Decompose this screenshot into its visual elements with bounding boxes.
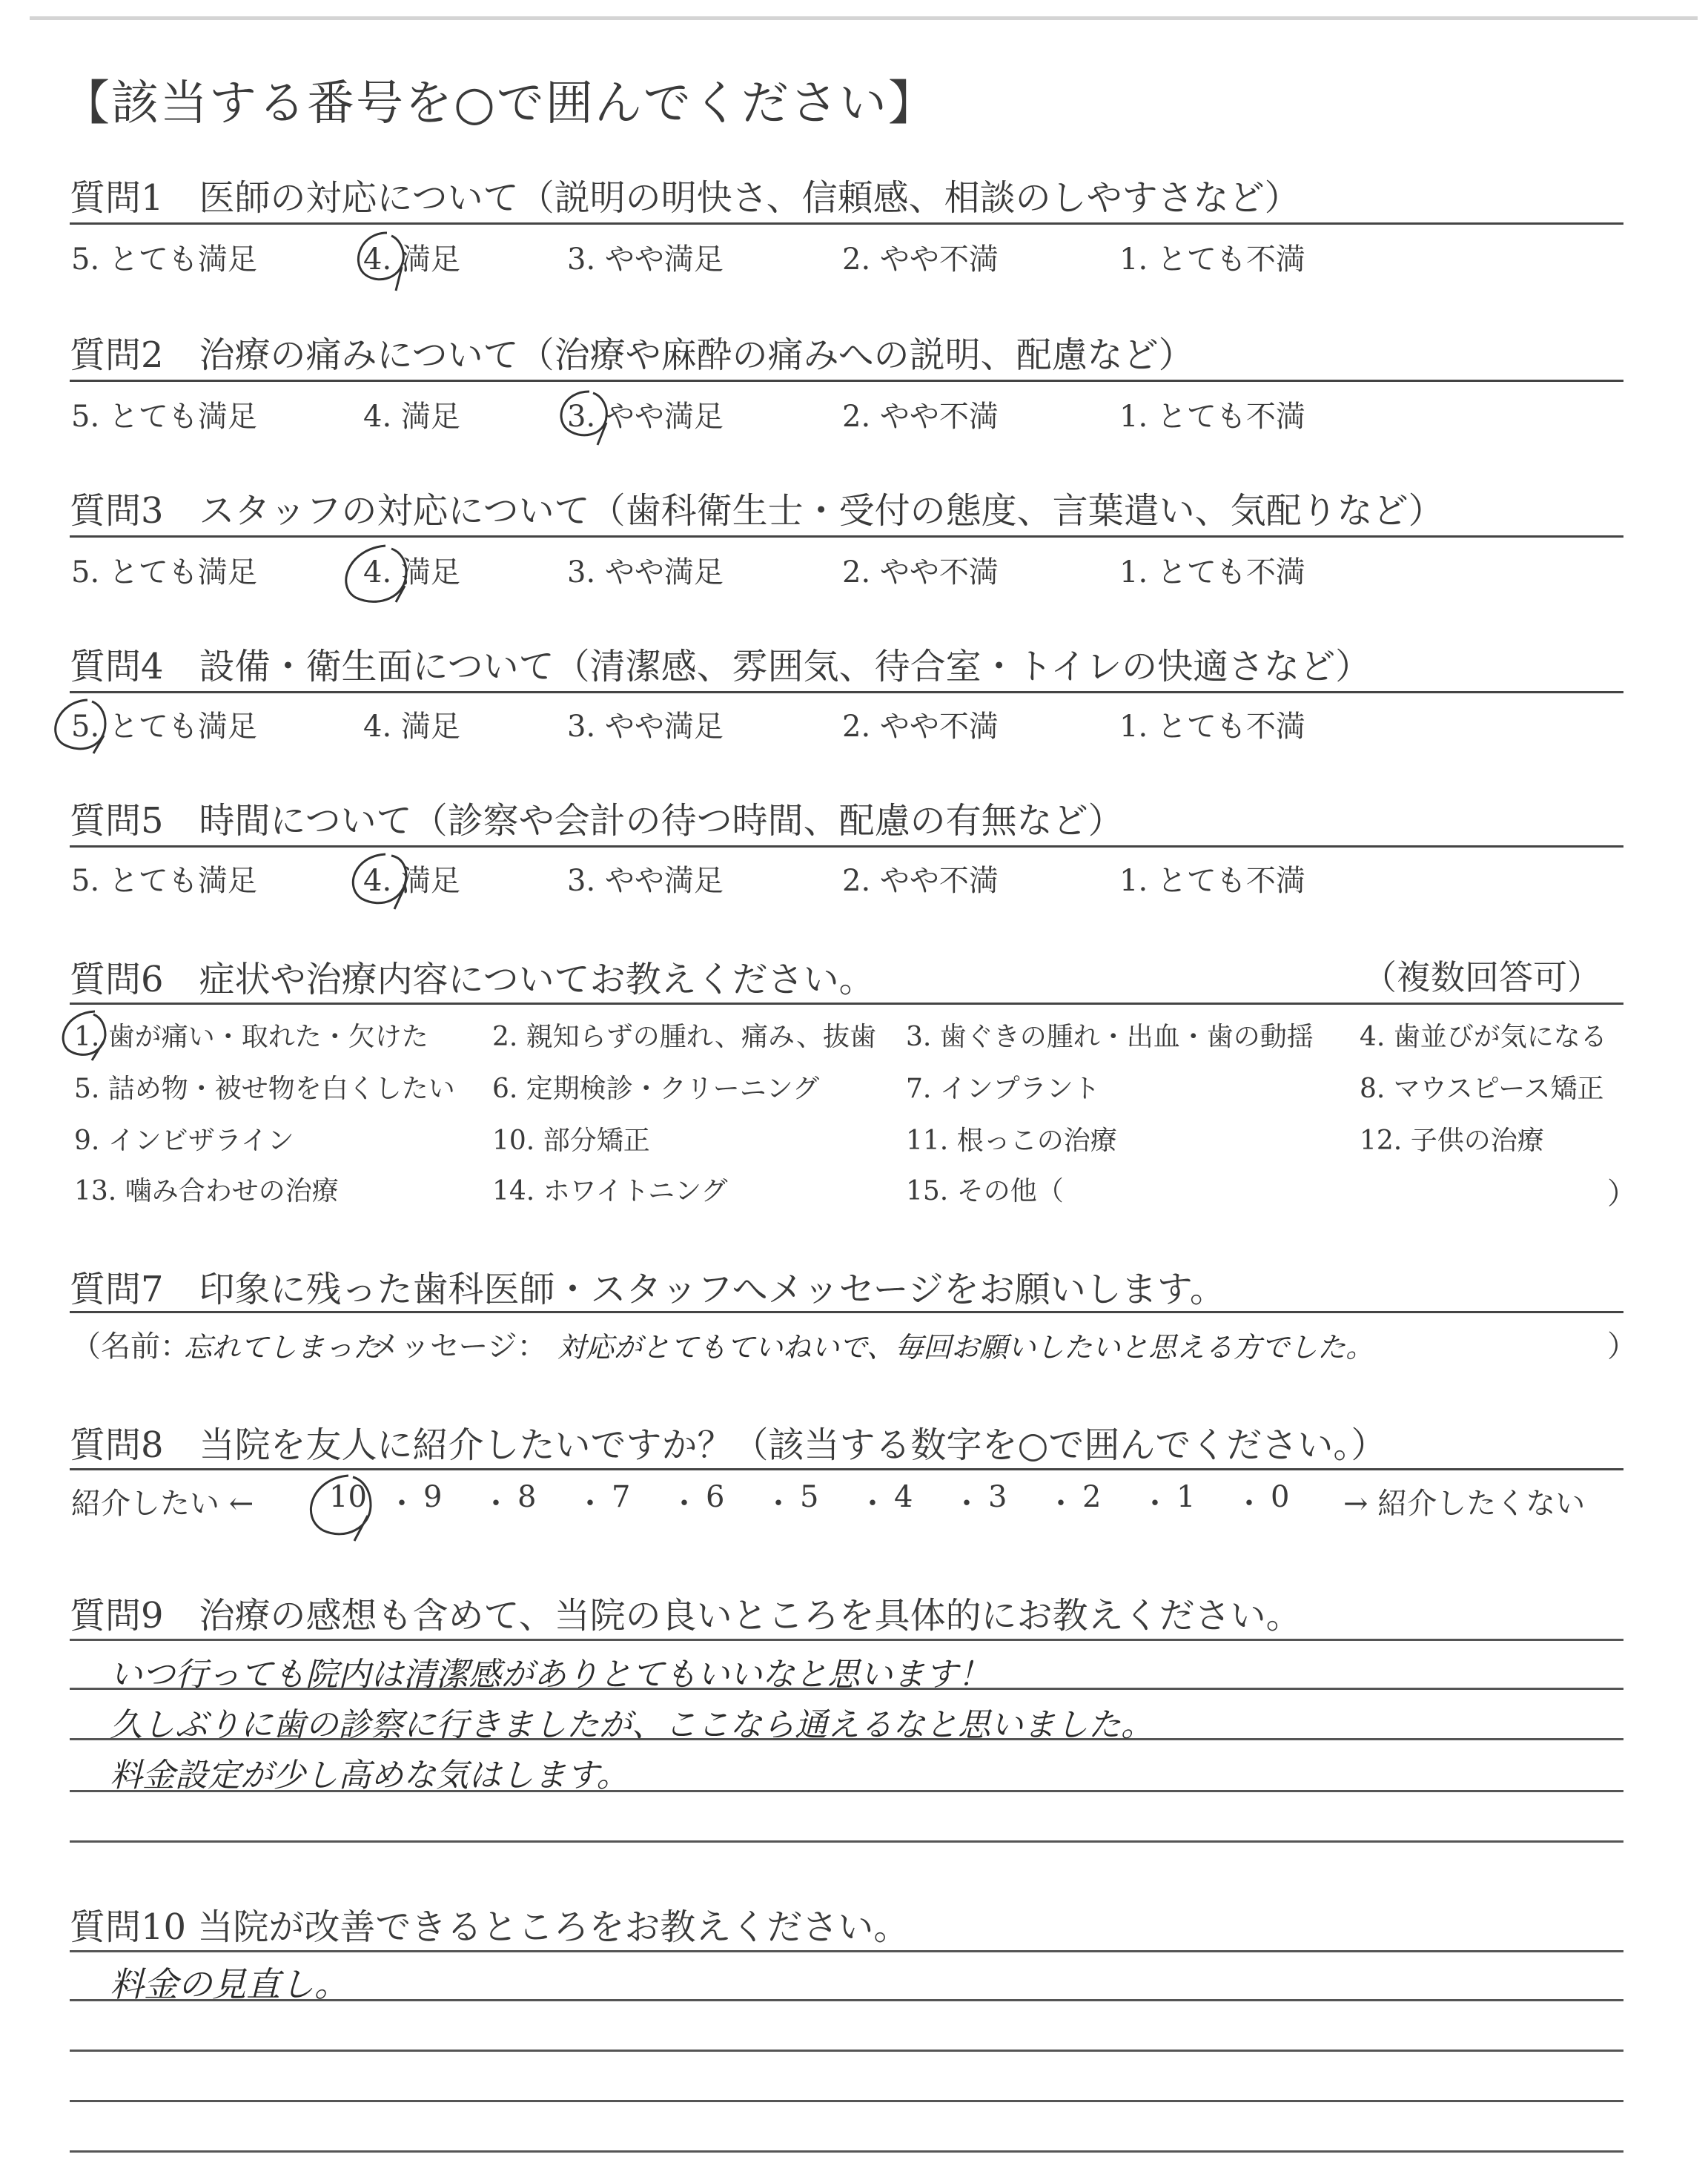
q4-option-1[interactable]: 1. とても不満 xyxy=(1119,710,1305,744)
q7-close-paren: ） xyxy=(1607,1330,1637,1364)
q3-option-4[interactable]: 4. 満足 xyxy=(363,555,460,589)
q4-option-5[interactable]: 5. とても満足 xyxy=(71,710,257,744)
scale-value-2[interactable]: 2 xyxy=(1082,1480,1102,1514)
q1-option-4[interactable]: 4. 満足 xyxy=(363,242,460,277)
q2-option-3[interactable]: 3. やや満足 xyxy=(567,400,724,434)
scale-value-6[interactable]: 6 xyxy=(706,1480,725,1514)
q6-selection-circle xyxy=(63,1011,105,1060)
q6-option-10[interactable]: 10. 部分矯正 xyxy=(492,1126,650,1156)
q1-option-5[interactable]: 5. とても満足 xyxy=(71,242,257,277)
q6-option-13[interactable]: 13. 噛み合わせの治療 xyxy=(74,1176,339,1206)
scale-value-4[interactable]: 4 xyxy=(894,1480,913,1514)
q1-option-2[interactable]: 2. やや不満 xyxy=(842,242,999,277)
scale-separator-dot: ・ xyxy=(952,1487,982,1521)
question-6-title: 質問6 症状や治療内容についてお教えください。 xyxy=(70,959,875,1000)
scale-separator-dot: ・ xyxy=(764,1487,793,1521)
q8-right-label: → 紹介したくない xyxy=(1343,1487,1586,1521)
q6-option-9[interactable]: 9. インビザライン xyxy=(74,1126,294,1156)
scale-value-3[interactable]: 3 xyxy=(988,1480,1007,1514)
q9-answer-line-1[interactable]: いつ行っても院内は清潔感がありとてもいいなと思います！ xyxy=(110,1656,990,1694)
q8-selection-circle xyxy=(311,1476,371,1541)
q6-option-2[interactable]: 2. 親知らずの腫れ、痛み、抜歯 xyxy=(492,1022,877,1052)
q5-option-4[interactable]: 4. 満足 xyxy=(363,864,460,898)
q6-option-15[interactable]: 15. その他（ xyxy=(906,1176,1064,1206)
q3-option-1[interactable]: 1. とても不満 xyxy=(1119,555,1305,589)
scale-value-8[interactable]: 8 xyxy=(517,1480,537,1514)
q9-answer-line-2[interactable]: 久しぶりに歯の診察に行きましたが、ここなら通えるなと思いました。 xyxy=(110,1706,1153,1744)
question-8-title: 質問8 当院を友人に紹介したいですか？（該当する数字を○で囲んでください。） xyxy=(70,1424,1387,1466)
q4-selection-circle xyxy=(56,700,105,753)
q6-option-12[interactable]: 12. 子供の治療 xyxy=(1360,1126,1544,1156)
q3-option-2[interactable]: 2. やや不満 xyxy=(842,555,999,589)
q6-option-6[interactable]: 6. 定期検診・クリーニング xyxy=(492,1074,820,1104)
q9-answer-line-3[interactable]: 料金設定が少し高めな気はします。 xyxy=(110,1757,629,1794)
scale-separator-dot: ・ xyxy=(1140,1487,1170,1521)
q5-option-3[interactable]: 3. やや満足 xyxy=(567,864,724,898)
q6-option-7[interactable]: 7. インプラント xyxy=(906,1074,1100,1104)
q2-option-1[interactable]: 1. とても不満 xyxy=(1119,400,1305,434)
multiple-answer-note: （複数回答可） xyxy=(1363,957,1601,997)
q2-option-4[interactable]: 4. 満足 xyxy=(363,400,460,434)
page-heading: 【該当する番号を○で囲んでください】 xyxy=(62,76,937,131)
q5-option-5[interactable]: 5. とても満足 xyxy=(71,864,257,898)
scale-separator-dot: ・ xyxy=(1046,1487,1076,1521)
q6-option-14[interactable]: 14. ホワイトニング xyxy=(492,1176,728,1206)
q10-answer-line-1[interactable]: 料金の見直し。 xyxy=(110,1964,348,2004)
q2-option-5[interactable]: 5. とても満足 xyxy=(71,400,257,434)
q2-selection-circle xyxy=(561,392,606,445)
q6-option-1[interactable]: 1. 歯が痛い・取れた・欠けた xyxy=(74,1022,428,1052)
scale-separator-dot: ・ xyxy=(669,1487,699,1521)
q1-option-3[interactable]: 3. やや満足 xyxy=(567,242,724,277)
question-4-title: 質問4 設備・衛生面について（清潔感、雰囲気、待合室・トイレの快適さなど） xyxy=(70,646,1371,687)
q1-selection-circle xyxy=(358,233,403,291)
scale-separator-dot: ・ xyxy=(481,1487,511,1521)
scale-value-5[interactable]: 5 xyxy=(800,1480,819,1514)
question-3-title: 質問3 スタッフの対応について（歯科衛生士・受付の態度、言葉遣い、気配りなど） xyxy=(70,490,1444,532)
scale-value-7[interactable]: 7 xyxy=(612,1480,631,1514)
q4-option-2[interactable]: 2. やや不満 xyxy=(842,710,999,744)
q6-option-3[interactable]: 3. 歯ぐきの腫れ・出血・歯の動揺 xyxy=(906,1022,1314,1052)
q1-option-1[interactable]: 1. とても不満 xyxy=(1119,242,1305,277)
scale-value-10[interactable]: 10 xyxy=(329,1480,367,1514)
q2-option-2[interactable]: 2. やや不満 xyxy=(842,400,999,434)
q4-option-4[interactable]: 4. 満足 xyxy=(363,710,460,744)
scale-value-9[interactable]: 9 xyxy=(423,1480,443,1514)
q3-selection-circle xyxy=(346,546,406,602)
q7-name-handwritten[interactable]: 忘れてしまった xyxy=(184,1331,382,1364)
question-1-title: 質問1 医師の対応について（説明の明快さ、信頼感、相談のしやすさなど） xyxy=(70,177,1300,219)
scale-separator-dot: ・ xyxy=(1234,1487,1264,1521)
question-7-title: 質問7 印象に残った歯科医師・スタッフへメッセージをお願いします。 xyxy=(70,1269,1225,1310)
scale-value-1[interactable]: 1 xyxy=(1176,1480,1196,1514)
scale-separator-dot: ・ xyxy=(387,1487,417,1521)
question-9-title: 質問9 治療の感想も含めて、当院の良いところを具体的にお教えください。 xyxy=(70,1595,1302,1636)
q7-name-label: （名前： xyxy=(71,1330,190,1364)
scale-separator-dot: ・ xyxy=(858,1487,887,1521)
q6-option-8[interactable]: 8. マウスピース矯正 xyxy=(1360,1074,1604,1104)
q6-option-5[interactable]: 5. 詰め物・被せ物を白くしたい xyxy=(74,1074,455,1104)
question-5-title: 質問5 時間について（診察や会計の待つ時間、配慮の有無など） xyxy=(70,800,1124,842)
q3-option-5[interactable]: 5. とても満足 xyxy=(71,555,257,589)
q5-option-2[interactable]: 2. やや不満 xyxy=(842,864,999,898)
q5-option-1[interactable]: 1. とても不満 xyxy=(1119,864,1305,898)
q8-left-label: 紹介したい ← xyxy=(71,1487,254,1521)
question-2-title: 質問2 治療の痛みについて（治療や麻酔の痛みへの説明、配慮など） xyxy=(70,334,1194,376)
q4-option-3[interactable]: 3. やや満足 xyxy=(567,710,724,744)
q6-option-11[interactable]: 11. 根っこの治療 xyxy=(906,1126,1117,1156)
scale-separator-dot: ・ xyxy=(575,1487,605,1521)
q6-other-close-paren: ） xyxy=(1607,1177,1637,1211)
q6-option-4[interactable]: 4. 歯並びが気になる xyxy=(1360,1022,1607,1052)
q5-selection-circle xyxy=(353,854,406,909)
q3-option-3[interactable]: 3. やや満足 xyxy=(567,555,724,589)
question-10-title: 質問10 当院が改善できるところをお教えください。 xyxy=(70,1906,910,1948)
scale-value-0[interactable]: 0 xyxy=(1271,1480,1290,1514)
q7-message-label: メッセージ： xyxy=(371,1330,547,1364)
q7-message-handwritten[interactable]: 対応がとてもていねいで、毎回お願いしたいと思える方でした。 xyxy=(557,1331,1374,1364)
